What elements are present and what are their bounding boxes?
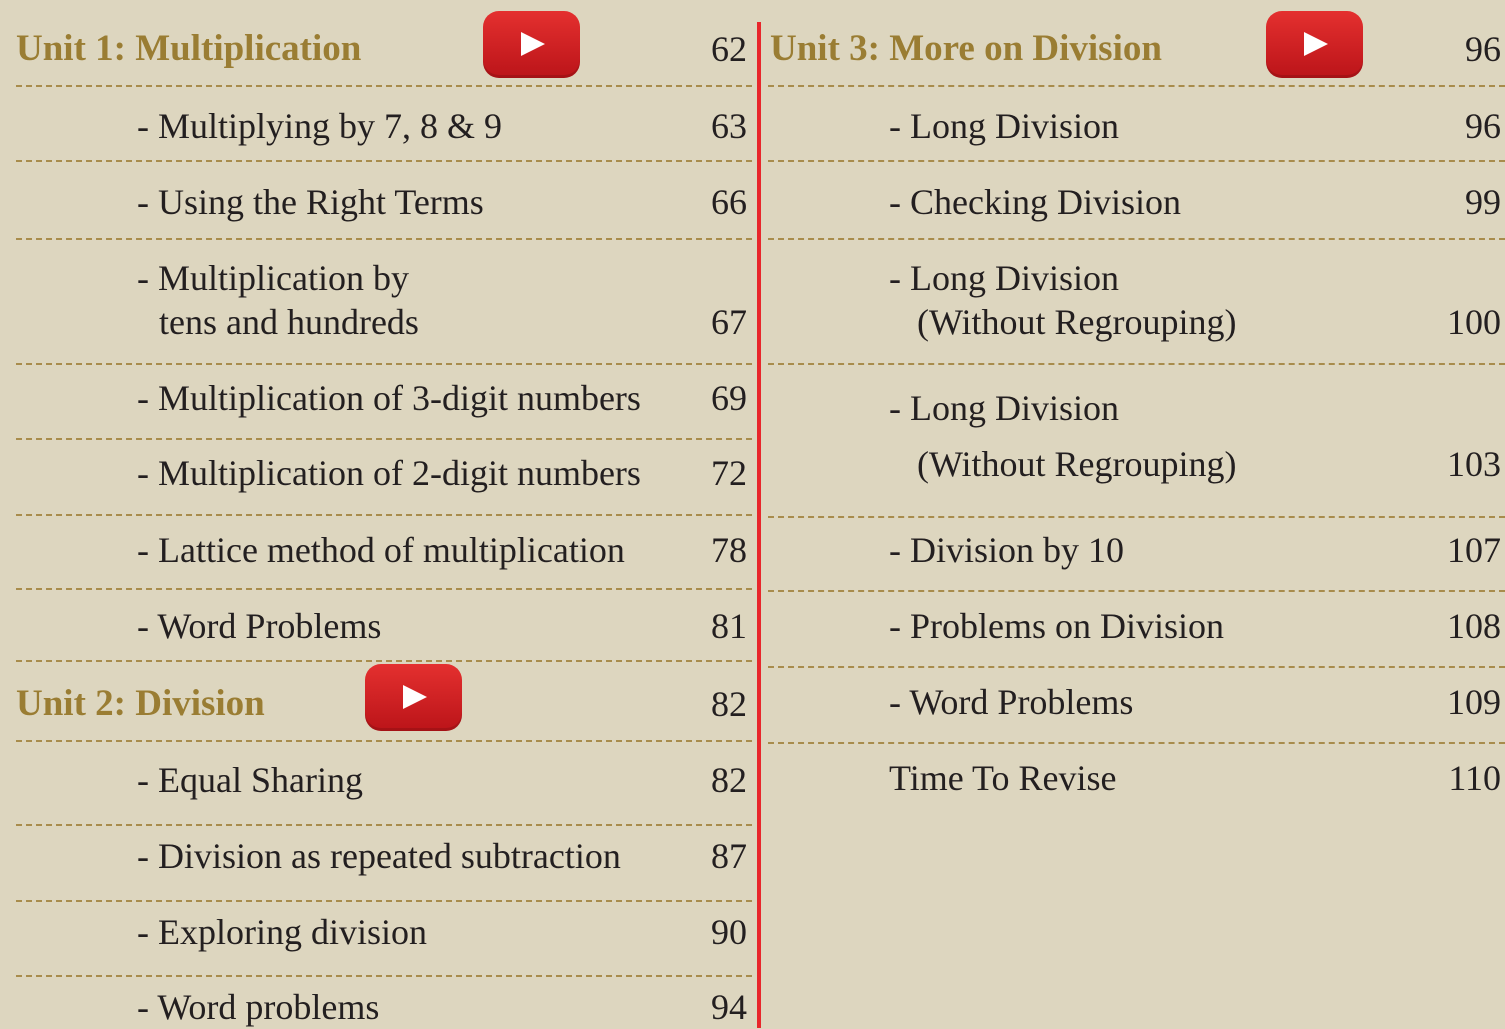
entry-label: - Word problems [137,987,380,1027]
entry-label: - Exploring division [137,912,427,952]
entry-label-line2: tens and hundreds [159,302,419,342]
page-number: 63 [711,106,747,146]
toc-column-right [768,0,1505,1028]
page-number: 109 [1447,682,1501,722]
entry-label-line2: (Without Regrouping) [917,444,1237,484]
dashed-separator [16,588,752,590]
entry-label: - Word Problems [889,682,1134,722]
dashed-separator [768,742,1505,744]
column-divider [757,22,761,1028]
entry-label [137,256,419,344]
entry-label: - Using the Right Terms [137,182,484,222]
page-number: 103 [1447,444,1501,484]
page-number: 62 [711,29,747,69]
page-number: 87 [711,836,747,876]
dashed-separator [16,740,752,742]
dashed-separator [16,824,752,826]
dashed-separator [768,160,1505,162]
entry-label: - Word Problems [137,606,382,646]
dashed-separator [768,590,1505,592]
entry-label [889,256,1237,344]
dashed-separator [768,238,1505,240]
entry-label [889,386,1237,486]
page-number: 82 [711,760,747,800]
page-number: 81 [711,606,747,646]
dashed-separator [16,975,752,977]
entry-label: - Lattice method of multiplication [137,530,625,570]
page-number: 66 [711,182,747,222]
entry-label: - Multiplying by 7, 8 & 9 [137,106,503,146]
entry-label-line2: (Without Regrouping) [917,302,1237,342]
dashed-separator [16,85,752,87]
page-number: 110 [1448,758,1501,798]
entry-label-line1: - Multiplication by [137,258,409,298]
entry-label: - Division by 10 [889,530,1125,570]
youtube-play-icon[interactable] [483,11,580,78]
page-number: 94 [711,987,747,1027]
dashed-separator [768,363,1505,365]
entry-label-line1: - Long Division [889,388,1119,428]
unit-title: Unit 1: Multiplication [16,28,362,69]
entry-label: Time To Revise [889,758,1117,798]
dashed-separator [16,160,752,162]
dashed-separator [16,660,752,662]
toc-column-left [0,0,752,1028]
page-number: 107 [1447,530,1501,570]
page-number: 108 [1447,606,1501,646]
dashed-separator [768,516,1505,518]
dashed-separator [16,900,752,902]
entry-label-line1: - Long Division [889,258,1119,298]
page-number: 72 [711,453,747,493]
entry-label: - Long Division [889,106,1119,146]
youtube-play-icon[interactable] [365,664,462,731]
dashed-separator [16,363,752,365]
page-number: 96 [1465,29,1501,69]
page-number: 69 [711,378,747,418]
dashed-separator [768,666,1505,668]
page-number: 99 [1465,182,1501,222]
entry-label: - Problems on Division [889,606,1225,646]
dashed-separator [16,238,752,240]
youtube-play-icon[interactable] [1266,11,1363,78]
page-number: 82 [711,684,747,724]
unit-title: Unit 2: Division [16,683,265,724]
dashed-separator [768,85,1505,87]
page-number: 96 [1465,106,1501,146]
page-number: 90 [711,912,747,952]
page-number: 78 [711,530,747,570]
dashed-separator [16,514,752,516]
entry-label: - Checking Division [889,182,1181,222]
page-number: 100 [1447,302,1501,342]
entry-label: - Division as repeated subtraction [137,836,621,876]
unit-title: Unit 3: More on Division [770,28,1162,69]
page-number: 67 [711,302,747,342]
entry-label: - Equal Sharing [137,760,363,800]
entry-label: - Multiplication of 3-digit numbers [137,378,641,418]
entry-label: - Multiplication of 2-digit numbers [137,453,641,493]
dashed-separator [16,438,752,440]
